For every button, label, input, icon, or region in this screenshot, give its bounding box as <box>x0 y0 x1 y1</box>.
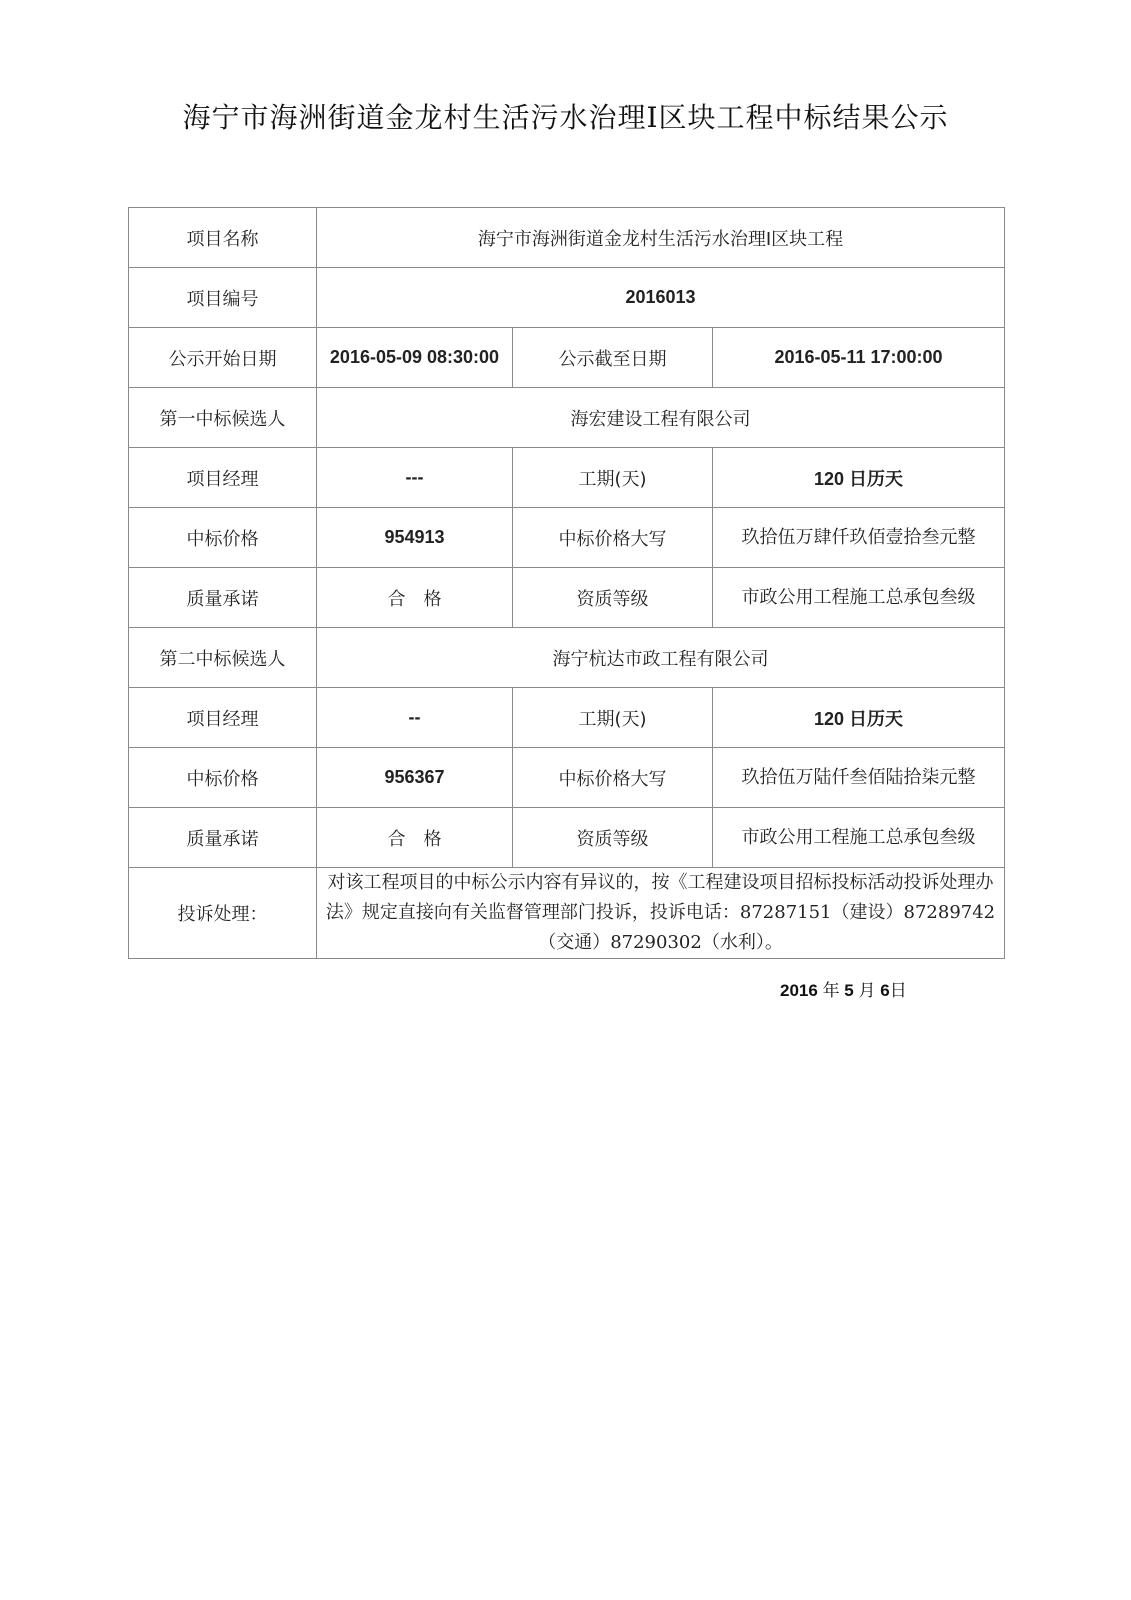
table-row <box>129 328 1005 388</box>
first-manager-value: --- <box>317 448 513 508</box>
price-upper-label: 中标价格大写 <box>513 508 713 568</box>
first-candidate-label: 第一中标候选人 <box>129 388 317 448</box>
first-candidate-company: 海宏建设工程有限公司 <box>317 388 1005 448</box>
second-price-upper-value: 玖拾伍万陆仟叁佰陆拾柒元整 <box>713 748 1005 808</box>
second-qualification-value: 市政公用工程施工总承包叁级 <box>713 808 1005 868</box>
table-row <box>129 508 1005 568</box>
second-quality-value: 合 格 <box>317 808 513 868</box>
date-day-unit: 日 <box>889 981 907 1001</box>
table-row <box>129 388 1005 448</box>
manager-label: 项目经理 <box>129 448 317 508</box>
table-row <box>129 268 1005 328</box>
quality-label: 质量承诺 <box>129 808 317 868</box>
first-qualification-value: 市政公用工程施工总承包叁级 <box>713 568 1005 628</box>
first-quality-value: 合 格 <box>317 568 513 628</box>
price-label: 中标价格 <box>129 508 317 568</box>
date-month: 5 <box>844 981 854 1000</box>
manager-label: 项目经理 <box>129 688 317 748</box>
qualification-label: 资质等级 <box>513 808 713 868</box>
bid-result-table <box>128 207 1005 959</box>
table-row <box>129 808 1005 868</box>
date-month-unit: 月 <box>858 981 876 1001</box>
qualification-label: 资质等级 <box>513 568 713 628</box>
second-candidate-label: 第二中标候选人 <box>129 628 317 688</box>
first-duration-value: 120 日历天 <box>713 448 1005 508</box>
project-number-value: 2016013 <box>317 268 1005 328</box>
table-row <box>129 628 1005 688</box>
second-duration-value: 120 日历天 <box>713 688 1005 748</box>
project-name-value: 海宁市海洲街道金龙村生活污水治理Ⅰ区块工程 <box>317 208 1005 268</box>
date-year: 2016 <box>780 981 818 1000</box>
start-date-value: 2016-05-09 08:30:00 <box>317 328 513 388</box>
price-label: 中标价格 <box>129 748 317 808</box>
complaint-label: 投诉处理： <box>129 868 317 959</box>
start-date-label: 公示开始日期 <box>129 328 317 388</box>
page-title: 海宁市海洲街道金龙村生活污水治理Ⅰ区块工程中标结果公示 <box>182 101 949 134</box>
second-price-value: 956367 <box>317 748 513 808</box>
first-price-value: 954913 <box>317 508 513 568</box>
table-row <box>129 748 1005 808</box>
table-row <box>129 208 1005 268</box>
table-row <box>129 568 1005 628</box>
duration-label: 工期(天) <box>513 448 713 508</box>
table-row <box>129 688 1005 748</box>
first-price-upper-value: 玖拾伍万肆仟玖佰壹拾叁元整 <box>713 508 1005 568</box>
date-year-unit: 年 <box>822 981 840 1001</box>
price-upper-label: 中标价格大写 <box>513 748 713 808</box>
date-day: 6 <box>880 981 890 1000</box>
project-name-label: 项目名称 <box>129 208 317 268</box>
project-number-label: 项目编号 <box>129 268 317 328</box>
table-row <box>129 448 1005 508</box>
table-row <box>129 868 1005 959</box>
quality-label: 质量承诺 <box>129 568 317 628</box>
duration-label: 工期(天) <box>513 688 713 748</box>
complaint-text: 对该工程项目的中标公示内容有异议的，按《工程建设项目招标投标活动投诉处理办法》规定直接向有关监督管理部门投诉，投诉电话：87287151（建设）87289742（交通）87290302（水利）。 <box>317 868 1005 959</box>
end-date-label: 公示截至日期 <box>513 328 713 388</box>
issue-date <box>780 976 907 1001</box>
second-candidate-company: 海宁杭达市政工程有限公司 <box>317 628 1005 688</box>
second-manager-value: -- <box>317 688 513 748</box>
end-date-value: 2016-05-11 17:00:00 <box>713 328 1005 388</box>
